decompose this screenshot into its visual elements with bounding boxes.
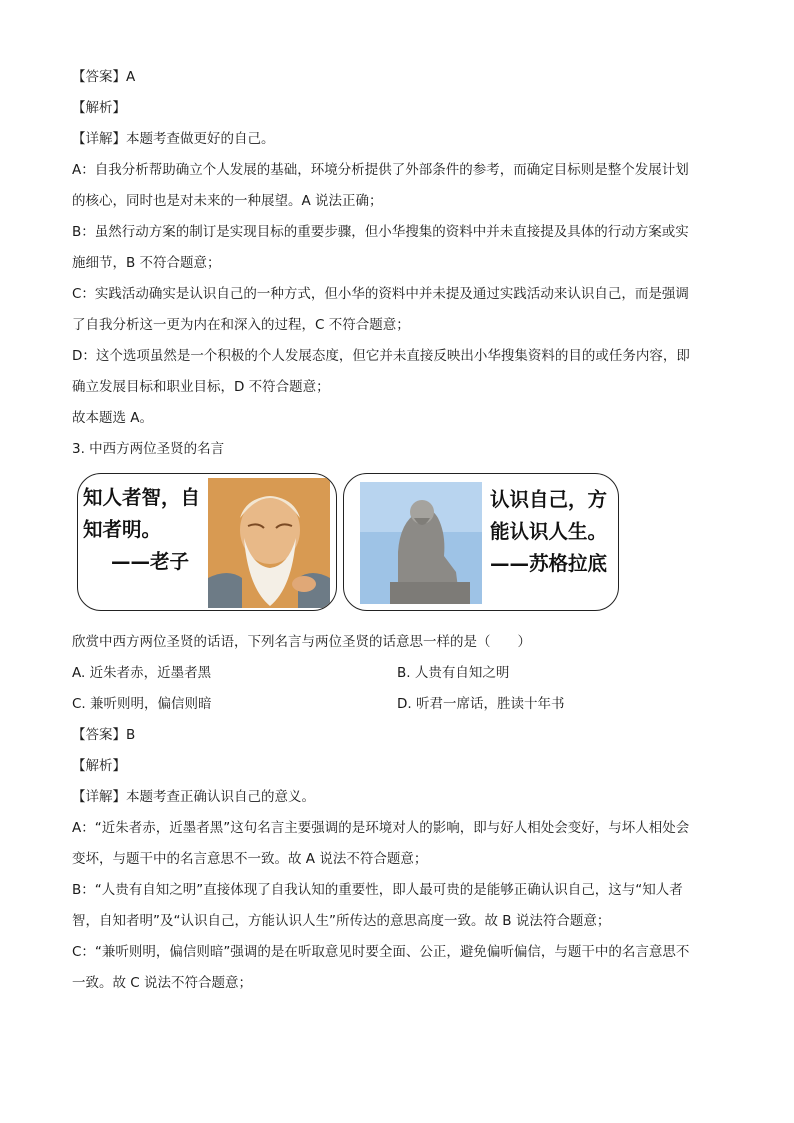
answer-label: 【答案】B [72,727,136,743]
explanation-line: 施细节，B 不符合题意； [72,255,221,271]
explanation-line: 确立发展目标和职业目标，D 不符合题意； [72,379,330,395]
answer-options [72,658,722,720]
question-stem: 欣赏中西方两位圣贤的话语，下列名言与两位圣贤的话意思一样的是（ ） [72,634,531,650]
socrates-quote-card [343,473,619,611]
explanation-line: 的核心，同时也是对未来的一种展望。A 说法正确； [72,193,383,209]
laozi-quote [83,482,200,578]
explanation-line: 变坏，与题干中的名言意思不一致。故 A 说法不符合题意； [72,851,428,867]
option-a: A. 近朱者赤，近墨者黑 [72,665,212,681]
option-c: C. 兼听则明，偏信则暗 [72,696,212,712]
laozi-quote-card [77,473,337,611]
explanation-line: 了自我分析这一更为内在和深入的过程，C 不符合题意； [72,317,410,333]
explanation-line: C：“兼听则明，偏信则暗”强调的是在听取意见时要全面、公正，避免偏听偏信，与题干中的名言意思不 [72,944,690,960]
explanation-line: B：虽然行动方案的制订是实现目标的重要步骤，但小华搜集的资料中并未直接提及具体的行动方案或实 [72,224,689,240]
explanation-line: D：这个选项虽然是一个积极的个人发展态度，但它并未直接反映出小华搜集资料的目的或任务内容，即 [72,348,690,364]
socrates-statue-image [360,482,482,604]
laozi-author: ——老子 [111,550,190,573]
laozi-portrait-image [208,478,330,608]
detail-intro: 【详解】本题考查正确认识自己的意义。 [72,789,315,805]
option-b: B. 人贵有自知之明 [397,665,510,681]
explanation-line: A：“近朱者赤，近墨者黑”这句名言主要强调的是环境对人的影响，即与好人相处会变好，与坏人相处会 [72,820,690,836]
explanation-line: A：自我分析帮助确立个人发展的基础，环境分析提供了外部条件的参考，而确定目标则是整个发展计划 [72,162,689,178]
socrates-quote-line: 能认识人生。 [490,520,608,543]
explanation-line: C：实践活动确实是认识自己的一种方式，但小华的资料中并未提及通过实践活动来认识自己，而是强调 [72,286,689,302]
laozi-quote-line: 知人者智，自 [83,486,201,509]
socrates-quote-line: 认识自己，方 [490,488,608,511]
document-page [72,62,722,999]
socrates-quote [490,484,607,580]
explanation-line: B：“人贵有自知之明”直接体现了自我认知的重要性，即人最可贵的是能够正确认识自己，这与“知人者 [72,882,683,898]
detail-intro: 【详解】本题考查做更好的自己。 [72,131,275,147]
socrates-author: ——苏格拉底 [490,552,608,575]
analysis-label: 【解析】 [72,758,126,774]
explanation-line: 故本题选 A。 [72,410,154,426]
explanation-line: 一致。故 C 说法不符合题意； [72,975,253,991]
question-title: 3. 中西方两位圣贤的名言 [72,441,225,457]
analysis-label: 【解析】 [72,100,126,116]
quote-cards [72,473,722,615]
answer-label: 【答案】A [72,69,136,85]
laozi-quote-line: 知者明。 [83,518,162,541]
explanation-line: 智，自知者明”及“认识自己，方能认识人生”所传达的意思高度一致。故 B 说法符合题意； [72,913,611,929]
option-d: D. 听君一席话，胜读十年书 [397,696,565,712]
